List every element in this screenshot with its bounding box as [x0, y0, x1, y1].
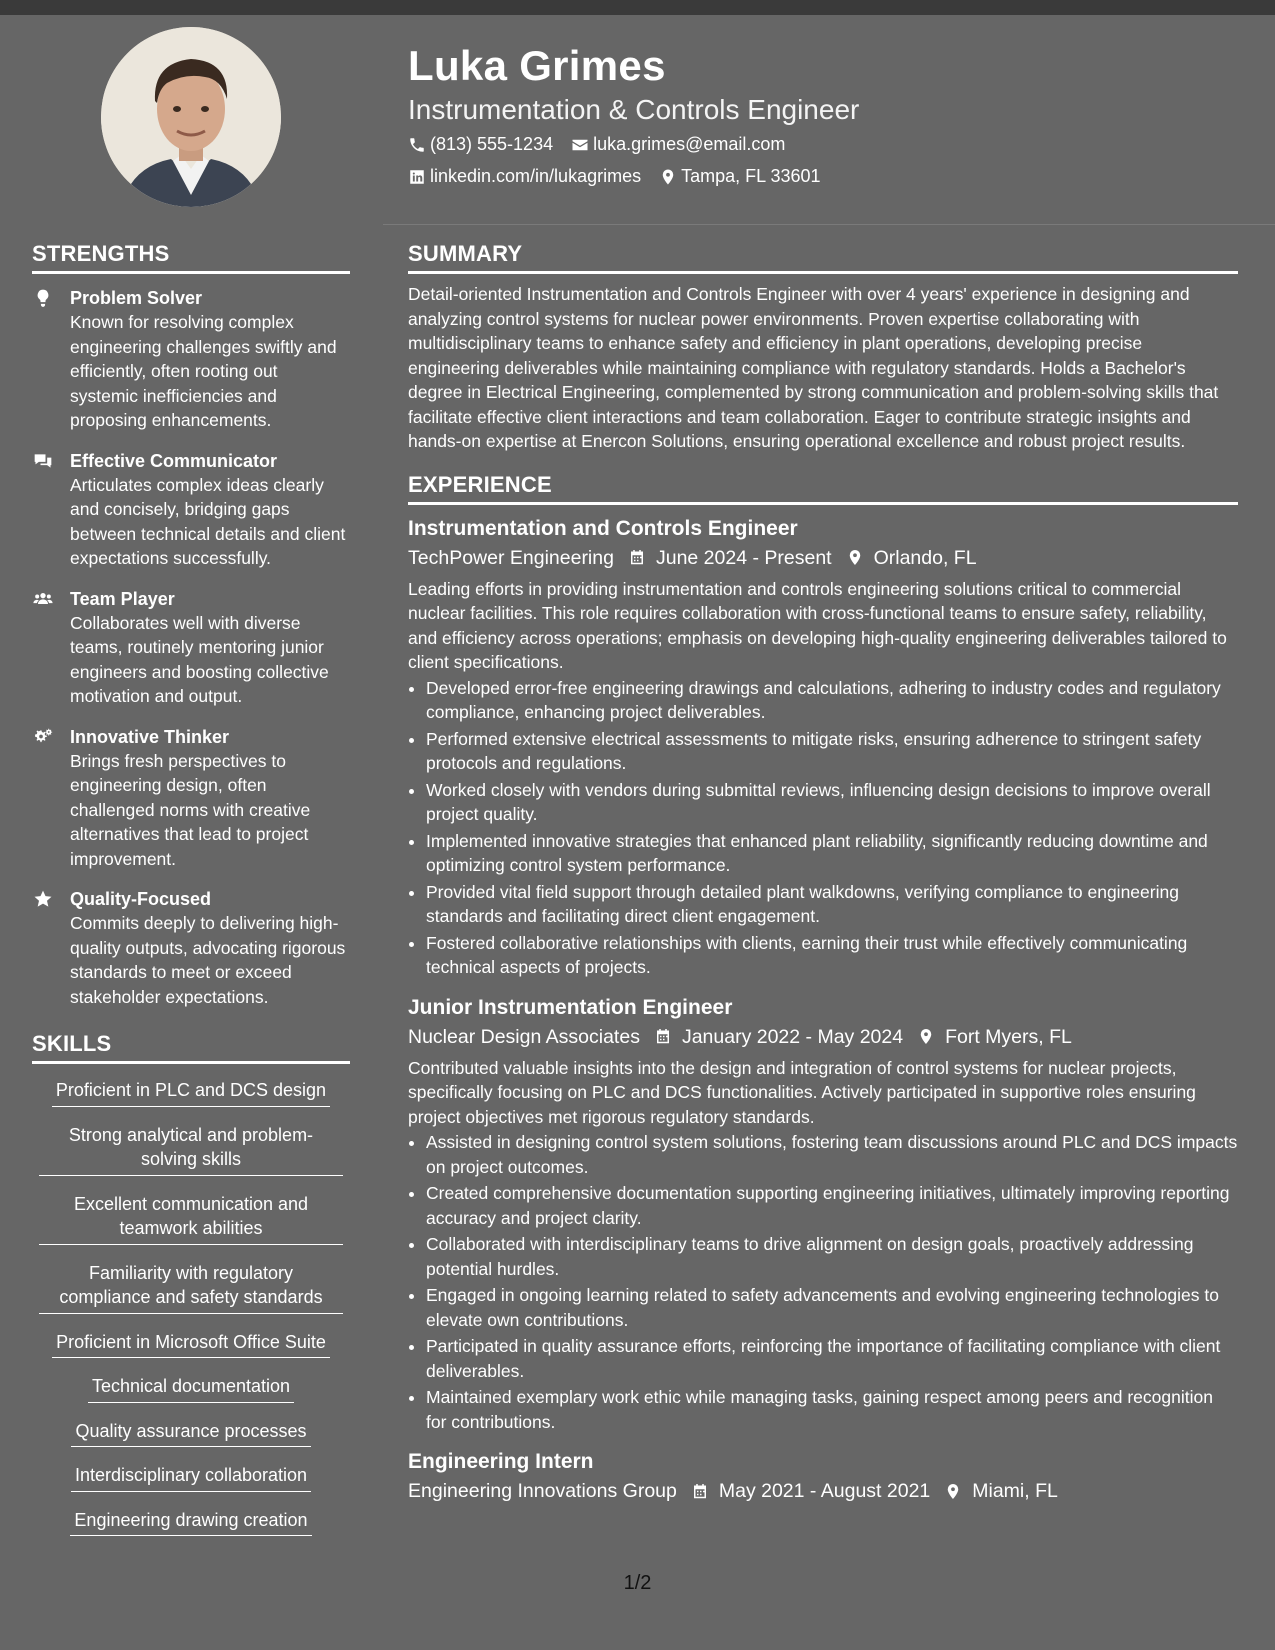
phone-number: (813) 555-1234	[430, 134, 554, 154]
strength-description: Known for resolving complex engineering challenges swiftly and efficiently, often rooting out systemic inefficiencies and proposing enhancements.	[70, 312, 337, 430]
job-bullet: • Engaged in ongoing learning related to safety advancements and evolving engineering technologies to elevate own contributions.	[426, 1283, 1238, 1332]
job-meta	[408, 1022, 1238, 1052]
candidate-title: Instrumentation & Controls Engineer	[408, 94, 860, 125]
job-bullet: • Created comprehensive documentation supporting engineering initiatives, ultimately improving reporting accuracy and project clarity.	[426, 1181, 1238, 1230]
email-contact[interactable]	[571, 134, 785, 155]
job-bullet: • Developed error-free engineering drawings and calculations, adhering to industry codes and regulatory compliance, enhancing project deliverables.	[426, 676, 1238, 725]
job-location: Fort Myers, FL	[945, 1025, 1072, 1048]
header-divider	[383, 224, 1275, 225]
company-name: TechPower Engineering	[408, 546, 614, 569]
calendar-icon	[654, 1027, 672, 1046]
envelope-icon	[571, 136, 589, 154]
job-dates: May 2021 - August 2021	[718, 1480, 931, 1502]
location-contact	[659, 166, 820, 187]
experience-heading: EXPERIENCE	[408, 472, 1238, 505]
calendar-icon	[691, 1482, 709, 1501]
map-pin-icon	[846, 548, 864, 567]
job-entry	[408, 515, 1238, 980]
strengths-list	[32, 286, 350, 1009]
company-name: Nuclear Design Associates	[408, 1025, 640, 1048]
map-pin-icon	[944, 1482, 962, 1501]
job-title: Junior Instrumentation Engineer	[408, 995, 733, 1019]
page-number: 1/2	[623, 1572, 652, 1594]
map-pin-icon	[917, 1027, 935, 1046]
email-address: luka.grimes@email.com	[593, 134, 786, 154]
strength-description: Collaborates well with diverse teams, routinely mentoring junior engineers and boosting collective motivation and output.	[70, 612, 329, 706]
linkedin-icon	[408, 168, 426, 186]
strength-description: Brings fresh perspectives to engineering design, often challenged norms with creative alternatives that lead to project improvement.	[70, 750, 311, 869]
strength-item	[32, 887, 350, 1009]
star-icon	[32, 889, 54, 909]
calendar-icon	[628, 548, 646, 567]
portrait-illustration	[101, 27, 281, 207]
linkedin-contact[interactable]	[408, 166, 641, 187]
strength-item	[32, 286, 350, 433]
job-bullet: • Maintained exemplary work ethic while managing tasks, gaining respect among peers and recognition for contributions.	[426, 1385, 1238, 1434]
strength-title: Effective Communicator	[70, 450, 278, 471]
contact-row-2	[408, 166, 821, 187]
job-dates: June 2024 - Present	[655, 546, 832, 569]
strength-title: Innovative Thinker	[70, 726, 230, 747]
skills-heading: SKILLS	[32, 1031, 350, 1064]
summary-text: Detail-oriented Instrumentation and Controls Engineer with over 4 years' experience in designing and analyzing control systems for nuclear power environments. Proven expertise collaborating with multidisciplinary teams to enhance safety and efficiency in plant operations, developing precise engineering deliverables while maintaining compliance with regulatory standards. Holds a Bachelor's degree in Electrical Engineering, complemented by strong communication and problem-solving skills that facilitate effective client interactions and team collaboration. Eager to contribute strategic insights and hands-on expertise at Enercon Solutions, ensuring operational excellence and robust project results.	[408, 284, 1219, 451]
profile-photo	[101, 27, 281, 207]
job-entry	[408, 994, 1238, 1435]
skill-item: Technical documentation	[88, 1374, 294, 1403]
location-text: Tampa, FL 33601	[681, 166, 821, 186]
strength-description: Articulates complex ideas clearly and concisely, bridging gaps between technical details and client expectations successfully.	[70, 474, 346, 568]
users-icon	[32, 589, 54, 609]
skill-item: Proficient in Microsoft Office Suite	[52, 1330, 330, 1359]
skills-list	[32, 1078, 350, 1552]
strength-description: Commits deeply to delivering high-quality outputs, advocating rigorous standards to meet or exceed stakeholder expectations.	[70, 913, 346, 1007]
job-bullets	[408, 676, 1238, 980]
job-bullet: • Participated in quality assurance efforts, reinforcing the importance of facilitating compliance with client deliverables.	[426, 1334, 1238, 1383]
job-meta	[408, 1476, 1238, 1506]
lightbulb-icon	[32, 288, 54, 308]
skill-item: Proficient in PLC and DCS design	[52, 1078, 330, 1107]
comments-icon	[32, 451, 54, 471]
job-title: Engineering Intern	[408, 1450, 594, 1473]
job-dates: January 2022 - May 2024	[681, 1025, 904, 1048]
phone-contact[interactable]	[408, 134, 553, 155]
company-name: Engineering Innovations Group	[408, 1480, 677, 1502]
phone-icon	[408, 136, 426, 154]
linkedin-url: linkedin.com/in/lukagrimes	[430, 166, 642, 186]
job-title: Instrumentation and Controls Engineer	[408, 516, 798, 540]
contact-row-1	[408, 134, 785, 155]
strength-title: Quality-Focused	[70, 889, 212, 909]
skill-item: Excellent communication and teamwork abilities	[39, 1192, 343, 1245]
candidate-name: Luka Grimes	[408, 42, 666, 89]
job-entry	[408, 1448, 1238, 1506]
job-description: Leading efforts in providing instrumentation and controls engineering solutions critical to commercial nuclear facilities. This role requires collaboration with cross-functional teams to ensure safety, reliability, and efficiency across operations; emphasis on developing high-quality engineering deliverables tailored to client specifications.	[408, 578, 1227, 672]
top-bar	[0, 0, 1275, 15]
job-bullet: • Fostered collaborative relationships with clients, earning their trust while effectively communicating technical aspects of projects.	[426, 931, 1238, 980]
skill-item: Interdisciplinary collaboration	[71, 1463, 311, 1492]
strength-item	[32, 587, 350, 709]
job-description: Contributed valuable insights into the design and integration of control systems for nuclear projects, specifically focusing on PLC and DCS functionalities. Actively participated in supportive roles ensuring project objectives met rigorous regulatory standards.	[408, 1057, 1196, 1127]
right-column	[408, 241, 1238, 1506]
strength-item	[32, 725, 350, 872]
job-meta	[408, 543, 1238, 573]
job-bullet: • Collaborated with interdisciplinary teams to drive alignment on design goals, proactively addressing potential hurdles.	[426, 1232, 1238, 1281]
strength-title: Team Player	[70, 588, 175, 609]
summary-heading: SUMMARY	[408, 241, 1238, 274]
skill-item: Quality assurance processes	[71, 1419, 310, 1448]
strength-title: Problem Solver	[70, 288, 203, 308]
job-bullet: • Assisted in designing control system solutions, fostering team discussions around PLC and DCS impacts on project outcomes.	[426, 1130, 1238, 1179]
skill-item: Strong analytical and problem-solving skills	[39, 1123, 343, 1176]
skill-item: Familiarity with regulatory compliance and safety standards	[39, 1261, 343, 1314]
skill-item: Engineering drawing creation	[70, 1508, 311, 1537]
gears-icon	[32, 727, 54, 747]
job-bullet: • Performed extensive electrical assessments to mitigate risks, ensuring adherence to stringent safety protocols and regulations.	[426, 727, 1238, 776]
job-bullets	[408, 1130, 1238, 1434]
job-bullet: • Worked closely with vendors during submittal reviews, influencing design decisions to improve overall project quality.	[426, 778, 1238, 827]
left-column	[32, 241, 350, 1552]
job-location: Miami, FL	[972, 1480, 1058, 1502]
map-pin-icon	[659, 168, 677, 186]
strengths-heading: STRENGTHS	[32, 241, 350, 274]
strength-item	[32, 449, 350, 571]
job-bullet: • Provided vital field support through detailed plant walkdowns, verifying compliance to engineering standards and facilitating direct client engagement.	[426, 880, 1238, 929]
job-bullet: • Implemented innovative strategies that enhanced plant reliability, significantly reducing downtime and optimizing control system performance.	[426, 829, 1238, 878]
job-location: Orlando, FL	[873, 546, 977, 569]
